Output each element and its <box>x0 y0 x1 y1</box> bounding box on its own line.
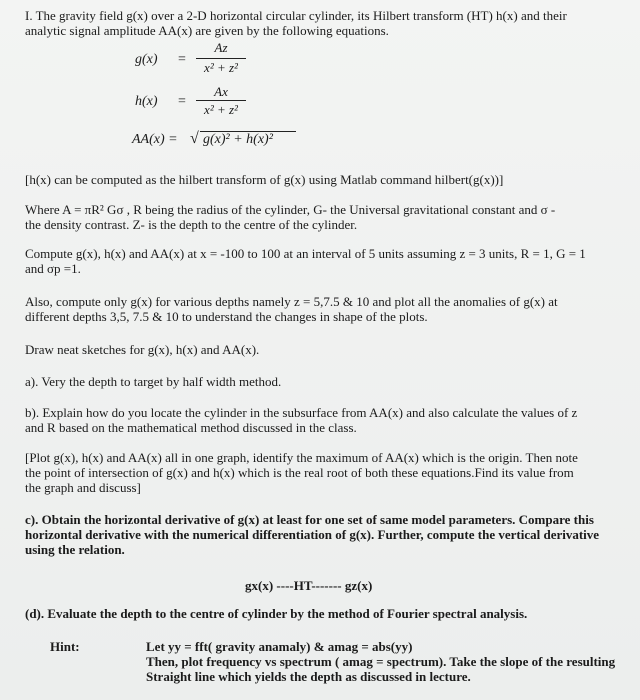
part-a-text: a). Very the depth to target by half width method. <box>25 374 282 389</box>
equation-aa-lhs: AA(x) = <box>132 132 178 147</box>
hint-line-3: Straight line which yields the depth as discussed in lecture. <box>146 669 471 684</box>
compute-text <box>25 246 625 276</box>
hint-line-1: Let yy = fft( gravity anamaly) & amag = abs(yy) <box>146 639 413 654</box>
hint-label: Hint: <box>50 639 80 654</box>
equation-h-numerator: Ax <box>214 84 228 99</box>
hint-line-2: Then, plot frequency vs spectrum ( amag = spectrum). Take the slope of the resulting <box>146 654 616 669</box>
equation-g-lhs: g(x) <box>135 52 158 67</box>
hint-text <box>146 639 626 684</box>
part-c-text <box>25 512 625 557</box>
also-line-1: Also, compute only g(x) for various depths namely z = 5,7.5 & 10 and plot all the anomalies of g(x) at <box>25 294 558 309</box>
hilbert-note: [h(x) can be computed as the hilbert transform of g(x) using Matlab command hilbert(g(x))] <box>25 172 504 187</box>
plot-line-3: the graph and discuss] <box>25 480 141 495</box>
question-1-line-1: I. The gravity field g(x) over a 2-D horizontal circular cylinder, its Hilbert transform (HT) h(x) and their <box>25 8 567 23</box>
part-b-line-2: and R based on the mathematical method discussed in the class. <box>25 420 357 435</box>
sqrt-icon: √ <box>190 130 199 147</box>
equation-aa-rhs: g(x)² + h(x)² <box>203 132 273 147</box>
equation-g-fraction-bar <box>196 58 246 59</box>
question-1-line-2: analytic signal amplitude AA(x) are given by the following equations. <box>25 23 389 38</box>
equation-h-equals: = <box>178 94 186 109</box>
relation-text: gx(x) ----HT------- gz(x) <box>245 578 373 593</box>
also-line-2: different depths 3,5, 7.5 & 10 to understand the changes in shape of the plots. <box>25 309 428 324</box>
equation-h-denominator: x² + z² <box>204 102 238 117</box>
part-c-line-2: horizontal derivative with the numerical differentiation of g(x). Further, compute the vertical derivative <box>25 527 600 542</box>
part-c-line-3: using the relation. <box>25 542 125 557</box>
equation-g-denominator: x² + z² <box>204 60 238 75</box>
plot-note <box>25 450 625 495</box>
equation-h-lhs: h(x) <box>135 94 158 109</box>
where-line-1: Where A = πR² Gσ , R being the radius of the cylinder, G- the Universal gravitational constant and σ - <box>25 202 556 217</box>
part-b-text <box>25 405 625 435</box>
sketch-text: Draw neat sketches for g(x), h(x) and AA(x). <box>25 342 260 357</box>
compute-line-2: and σp =1. <box>25 261 81 276</box>
plot-line-2: the point of intersection of g(x) and h(x) which is the real root of both these equations.Find its value from <box>25 465 574 480</box>
equation-g-equals: = <box>178 52 186 67</box>
part-d-text: (d). Evaluate the depth to the centre of cylinder by the method of Fourier spectral analysis. <box>25 606 528 621</box>
equation-g-numerator: Az <box>214 40 228 55</box>
where-text <box>25 202 625 232</box>
compute-line-1: Compute g(x), h(x) and AA(x) at x = -100 to 100 at an interval of 5 units assuming z = 3 units, R = 1, G = 1 <box>25 246 586 261</box>
plot-line-1: [Plot g(x), h(x) and AA(x) all in one graph, identify the maximum of AA(x) which is the origin. Then note <box>25 450 578 465</box>
question-1-text <box>25 8 625 38</box>
equation-h-fraction-bar <box>196 100 246 101</box>
also-text <box>25 294 625 324</box>
where-line-2: the density contrast. Z- is the depth to the centre of the cylinder. <box>25 217 358 232</box>
part-b-line-1: b). Explain how do you locate the cylinder in the subsurface from AA(x) and also calculate the values of z <box>25 405 578 420</box>
part-c-line-1: c). Obtain the horizontal derivative of g(x) at least for one set of same model parameters. Compare this <box>25 512 594 527</box>
